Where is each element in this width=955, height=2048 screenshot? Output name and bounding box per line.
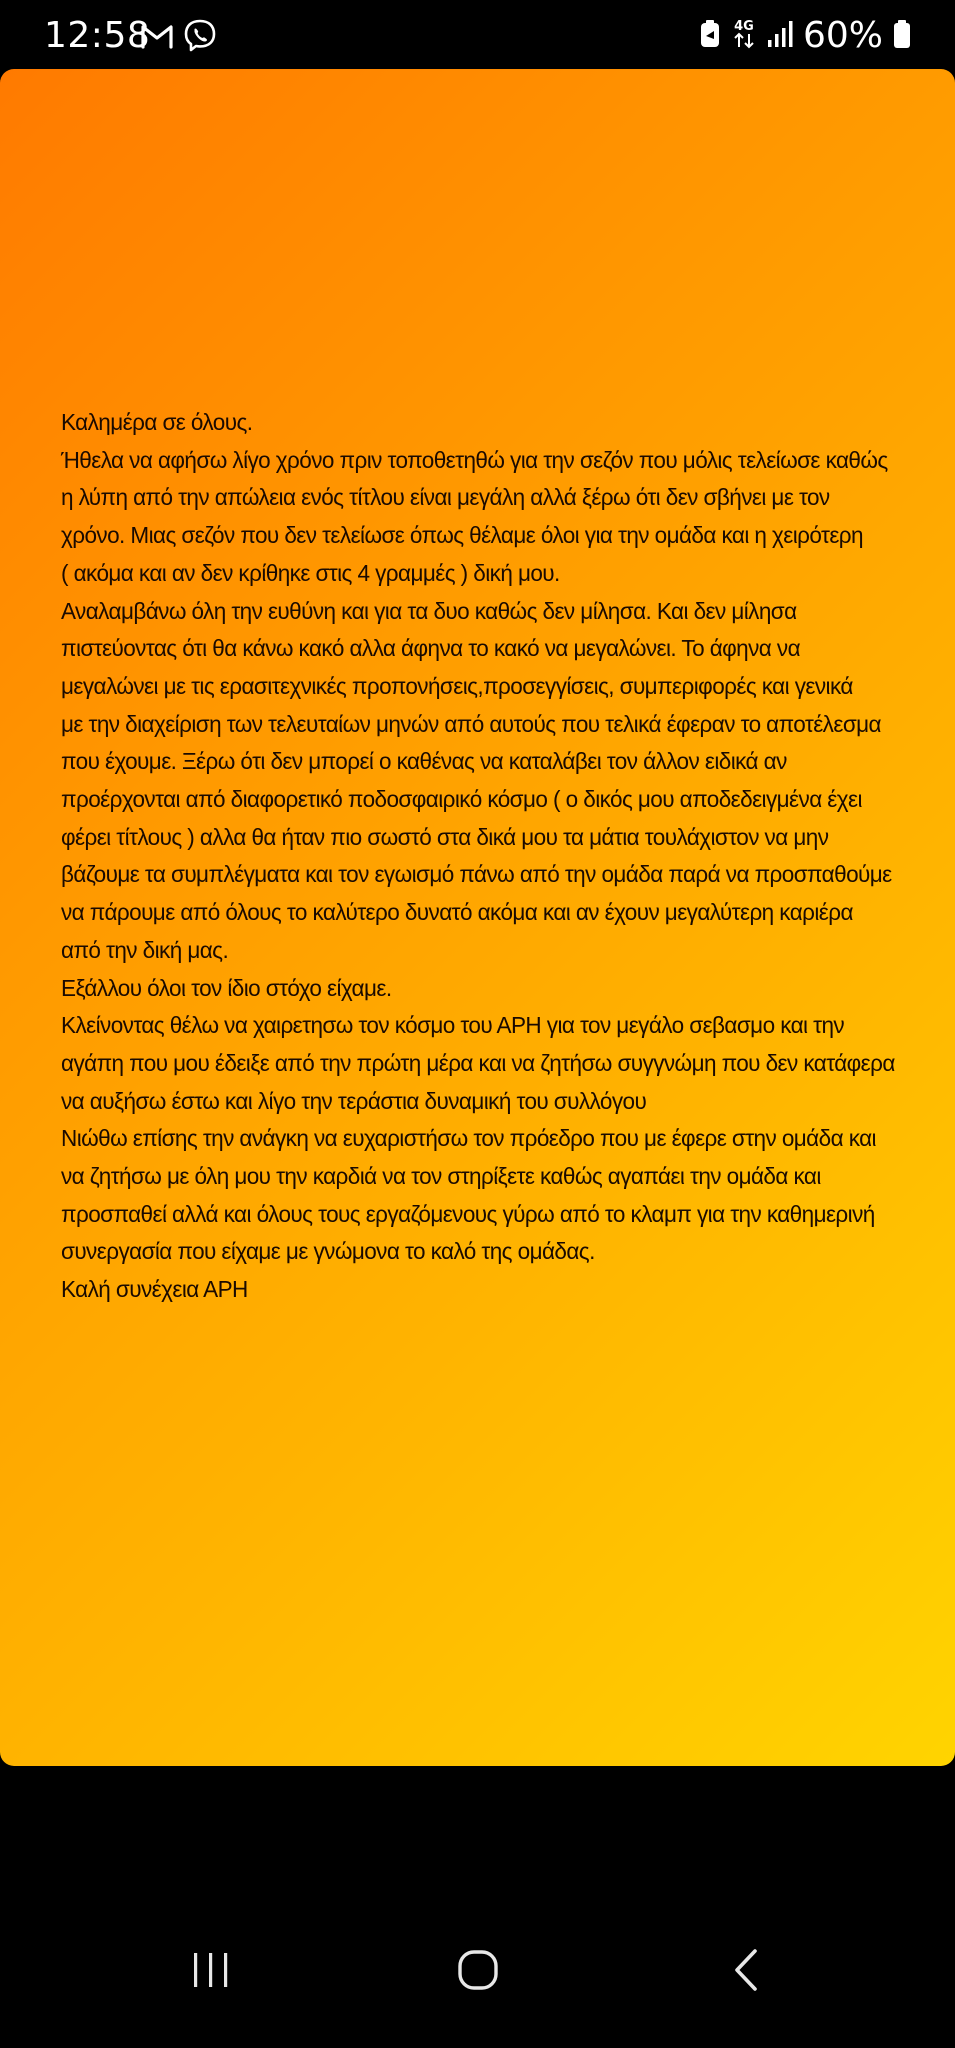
system-status	[699, 16, 911, 56]
battery-saver-icon	[699, 19, 721, 54]
svg-text:4G: 4G	[734, 18, 754, 34]
battery-percentage: 60%	[802, 15, 883, 56]
story-line: να πάρουμε από όλους το καλύτερο δυνατό ακόμα και αν έχουν μεγαλύτερη καριέρα	[61, 899, 853, 926]
home-icon	[457, 1949, 499, 1996]
story-line: συνεργασία που είχαμε με γνώμονα το καλό της ομάδας.	[61, 1238, 595, 1265]
story-line: να ζητήσω με όλη μου την καρδιά να τον στηρίξετε καθώς αγαπάει την ομάδα και	[61, 1163, 821, 1190]
signal-icon	[767, 20, 793, 53]
status-bar	[0, 0, 955, 68]
story-line: από την δική μας.	[61, 936, 229, 963]
recent-apps-icon	[191, 1951, 231, 1994]
viber-icon	[182, 18, 218, 59]
story-message	[61, 404, 894, 1309]
back-icon	[731, 1948, 761, 1997]
story-line: προσπαθεί αλλά και όλους τους εργαζόμενους γύρω από το κλαμπ για την καθημερινή	[61, 1200, 875, 1227]
notification-icons	[140, 20, 218, 56]
story-line: η λύπη από την απώλεια ενός τίτλου είναι μεγάλη αλλά ξέρω ότι δεν σβήνει με τον	[61, 484, 830, 511]
story-line: Αναλαμβάνω όλη την ευθύνη και για τα δυο καθώς δεν μίλησα. Και δεν μίλησα	[61, 597, 797, 624]
network-4g-icon	[731, 17, 757, 56]
story-line: φέρει τίτλους ) αλλα θα ήταν πιο σωστό στα δικά μου τα μάτια τουλάχιστον να μην	[61, 823, 829, 850]
gmail-icon	[140, 22, 174, 55]
story-line: να αυξήσω έστω και λίγο την τεράστια δυναμική του συλλόγου	[61, 1087, 647, 1114]
story-line: Ήθελα να αφήσω λίγο χρόνο πριν τοποθετηθώ για την σεζόν που μόλις τελείωσε καθώς	[61, 446, 888, 473]
story-line: πιστεύοντας ότι θα κάνω κακό αλλα άφηνα το κακό να μεγαλώνει. Το άφηνα να	[61, 635, 801, 662]
story-line: που έχουμε. Ξέρω ότι δεν μπορεί ο καθένας να καταλάβει τον άλλον ειδικά αν	[61, 748, 787, 775]
story-card[interactable]	[0, 69, 955, 1766]
story-line: Καλή συνέχεια ΑΡΗ	[61, 1276, 248, 1303]
story-line: Κλείνοντας θέλω να χαιρετησω τον κόσμο του ΑΡΗ για τον μεγάλο σεβασμο και την	[61, 1012, 845, 1039]
story-line: μεγαλώνει με τις ερασιτεχνικές προπονήσεις,προσεγγίσεις, συμπεριφορές και γενικά	[61, 672, 853, 699]
story-line: Εξάλλου όλοι τον ίδιο στόχο είχαμε.	[61, 974, 392, 1001]
status-time: 12:58	[44, 15, 151, 56]
story-line: Καλημέρα σε όλους.	[61, 409, 253, 435]
story-line: βάζουμε τα συμπλέγματα και τον εγωισμό πάνω από την ομάδα παρά να προσπαθούμε	[61, 861, 892, 888]
battery-icon	[893, 19, 911, 54]
navigation-bar	[0, 1900, 955, 2048]
story-line: με την διαχείριση των τελευταίων μηνών από αυτούς που τελικά έφεραν το αποτέλεσμα	[61, 710, 881, 737]
story-line: ( ακόμα και αν δεν κρίθηκε στις 4 γραμμές ) δική μου.	[61, 559, 560, 586]
story-line: αγάπη που μου έδειξε από την πρώτη μέρα και να ζητήσω συγγνώμη που δεν κατάφερα	[61, 1049, 895, 1076]
story-line: χρόνο. Μιας σεζόν που δεν τελείωσε όπως θέλαμε όλοι για την ομάδα και η χειρότερη	[61, 522, 863, 549]
recent-apps-button[interactable]	[171, 1942, 251, 2002]
story-line: Νιώθω επίσης την ανάγκη να ευχαριστήσω τον πρόεδρο που με έφερε στην ομάδα και	[61, 1125, 876, 1152]
home-button[interactable]	[438, 1942, 518, 2002]
story-line: προέρχονται από διαφορετικό ποδοσφαιρικό κόσμο ( ο δικός μου αποδεδειγμένα έχει	[61, 786, 862, 813]
back-button[interactable]	[706, 1942, 786, 2002]
